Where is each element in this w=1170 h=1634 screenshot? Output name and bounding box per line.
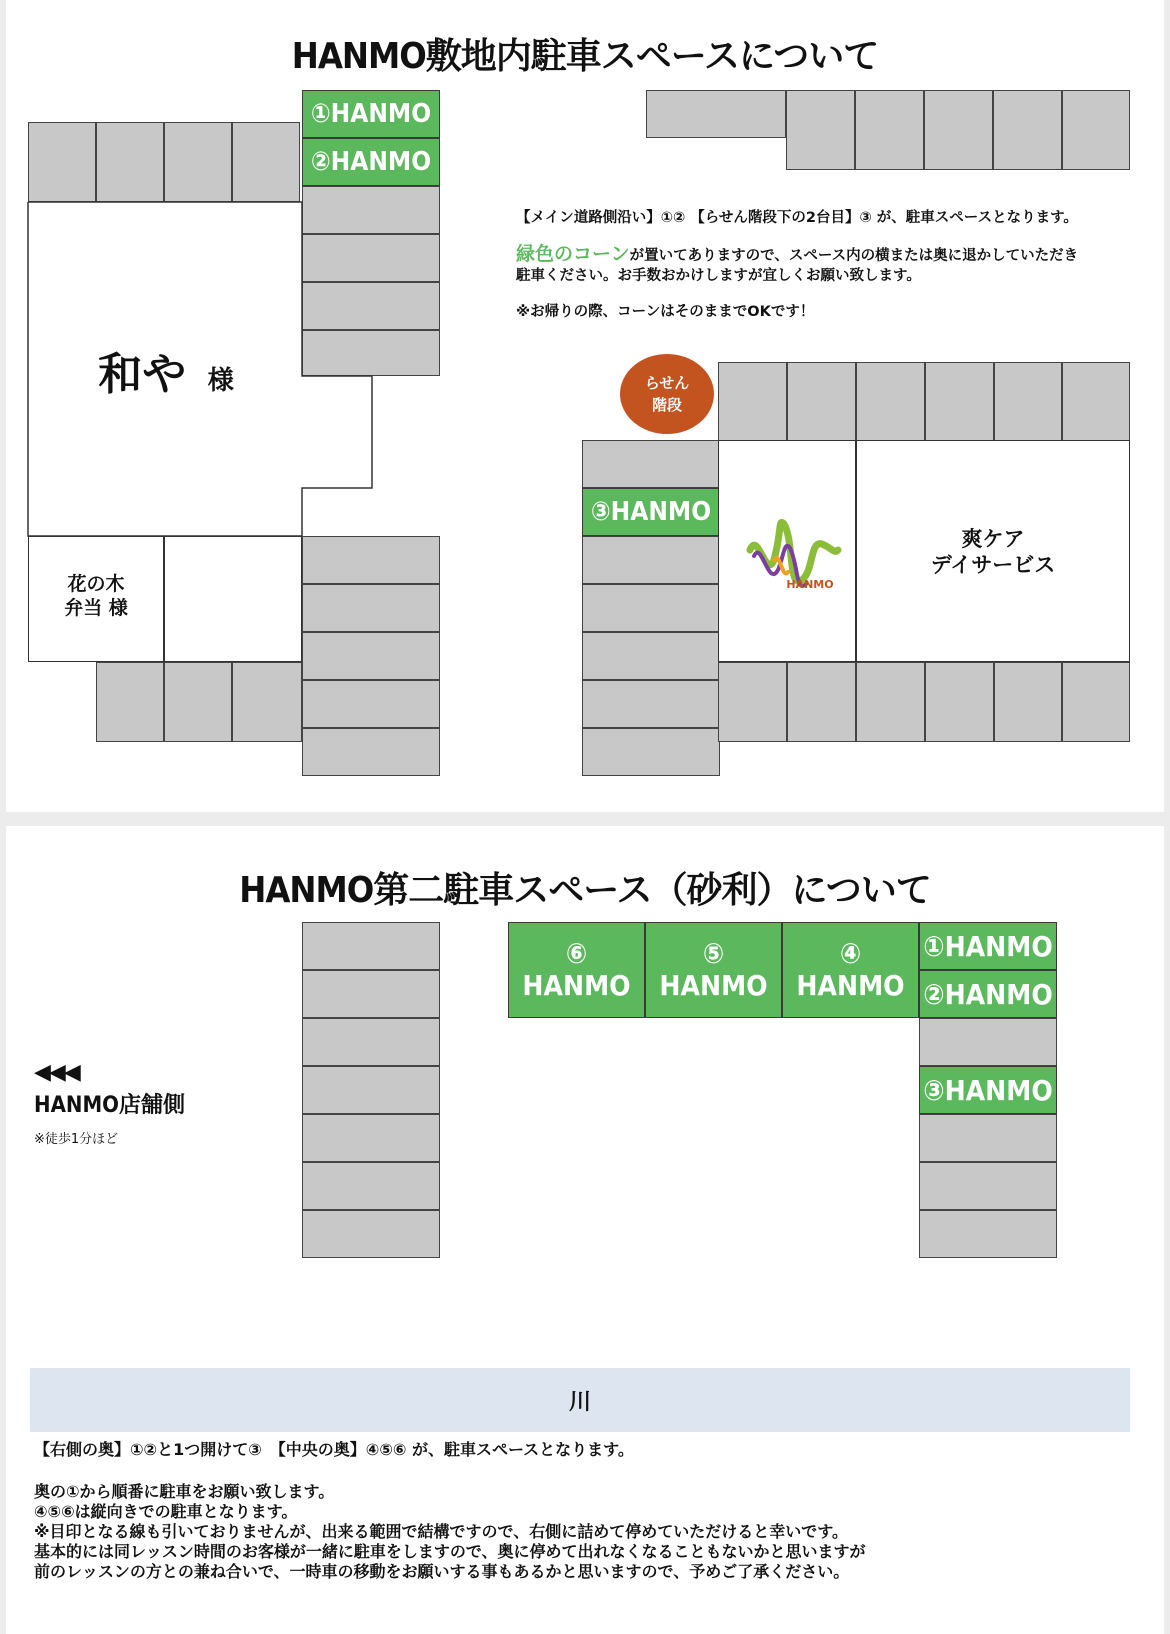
spiral-line1: らせん: [644, 374, 690, 392]
parking-space: [582, 440, 720, 488]
note2-line2: 奥の①から順番に駐車をお願い致します。: [34, 1482, 335, 1501]
parking-space: [96, 122, 164, 202]
parking-spot-1: ①HANMO: [302, 90, 440, 138]
spot5-name: HANMO: [659, 969, 768, 1002]
hananoki-line1: 花の木: [67, 573, 125, 595]
building-block: [164, 536, 302, 662]
parking-space: [993, 90, 1062, 170]
parking-space: [855, 90, 924, 170]
care-label: [856, 526, 1130, 578]
spot4-name: HANMO: [796, 969, 905, 1002]
parking-space: [1062, 662, 1130, 742]
panel2-title: HANMO第二駐車スペース（砂利）について: [239, 870, 931, 911]
parking-space: [718, 662, 787, 742]
parking-space: [919, 1210, 1057, 1258]
parking-space: [302, 922, 440, 970]
note2-line3: ④⑤⑥は縦向きでの駐車となります。: [34, 1502, 298, 1521]
parking-space: [582, 728, 720, 776]
site-parking-panel: [6, 0, 1164, 812]
parking-space: [786, 90, 855, 170]
parking-spot-5: [645, 922, 782, 1018]
cone-highlight: 緑色のコーン: [516, 243, 630, 265]
spiral-stairs: [620, 354, 714, 434]
parking-space: [1062, 362, 1130, 442]
walk-time-note: ※徒歩1分ほど: [34, 1132, 119, 1147]
parking-space: [164, 662, 232, 742]
parking-space: [302, 584, 440, 632]
parking-spot-1: ①HANMO: [919, 922, 1057, 970]
parking-space: [924, 90, 993, 170]
parking-space: [164, 122, 232, 202]
parking-space: [28, 122, 96, 202]
waya-sama: 様: [207, 366, 234, 396]
note-line1: 【メイン道路側沿い】①② 【らせん階段下の2台目】③ が、駐車スペースとなります。: [516, 210, 1078, 226]
note-line3: 駐車ください。お手数おかけしますが宜しくお願い致します。: [516, 268, 921, 284]
care-line1: 爽ケア: [961, 527, 1025, 551]
spot6-num: ⑥: [565, 937, 588, 970]
parking-spot-3: ③HANMO: [582, 488, 720, 536]
parking-space: [919, 1018, 1057, 1066]
parking-space: [302, 680, 440, 728]
parking-space: [232, 662, 302, 742]
parking-space: [994, 362, 1062, 442]
waya-label: [66, 338, 266, 398]
parking-space: [856, 362, 925, 442]
waya-name: 和や: [98, 349, 187, 400]
care-line2: デイサービス: [930, 553, 1056, 577]
parking-space: [994, 662, 1062, 742]
parking-space: [1062, 90, 1130, 170]
parking-space: [302, 1018, 440, 1066]
parking-space: [919, 1114, 1057, 1162]
spot6-name: HANMO: [522, 969, 631, 1002]
spot5-num: ⑤: [702, 937, 725, 970]
parking-spot-2: ②HANMO: [919, 970, 1057, 1018]
parking-space: [302, 728, 440, 776]
parking-space: [787, 662, 856, 742]
spot4-num: ④: [839, 937, 862, 970]
panel1-title: HANMO敷地内駐車スペースについて: [291, 36, 879, 77]
note-line2-rest: が置いてありますので、スペース内の横または奥に退かしていただき: [629, 248, 1079, 264]
parking-space: [302, 970, 440, 1018]
parking-space: [925, 662, 994, 742]
parking-space: [582, 632, 720, 680]
parking-space: [582, 584, 720, 632]
parking-space: [718, 362, 787, 442]
hanmo-logo-text: HANMO: [786, 578, 834, 591]
note2-line6: 前のレッスンの方との兼ね合いで、一時車の移動をお願いする事もあるかと思いますので、予めご了承ください。: [34, 1562, 850, 1581]
parking-space: [646, 90, 786, 138]
parking-space: [919, 1162, 1057, 1210]
parking-space: [302, 1066, 440, 1114]
parking-space: [302, 632, 440, 680]
parking-space: [302, 1162, 440, 1210]
note2-line1: 【右側の奥】①②と1つ開けて③ 【中央の奥】④⑤⑥ が、駐車スペースとなります。: [34, 1440, 634, 1459]
parking-spot-6: [508, 922, 645, 1018]
parking-space: [925, 362, 994, 442]
parking-spot-4: [782, 922, 919, 1018]
note2-line4: ※目印となる線も引いておりませんが、出来る範囲で結構ですので、右側に詰めて停めていただけると幸いです。: [34, 1522, 848, 1541]
note2-line5: 基本的には同レッスン時間のお客様が一緒に駐車をしますので、奥に停めて出れなくなることもないかと思いますが: [34, 1542, 866, 1561]
parking-space: [582, 536, 720, 584]
parking-space: [96, 662, 164, 742]
parking-spot-3: ③HANMO: [919, 1066, 1057, 1114]
parking-space: [302, 536, 440, 584]
note-line2: [516, 244, 1078, 266]
hananoki-line2: 弁当 様: [64, 597, 128, 619]
note-line4: ※お帰りの際、コーンはそのままでOKです！: [516, 304, 815, 320]
parking-spot-2: ②HANMO: [302, 138, 440, 186]
direction-arrows: ◀◀◀: [34, 1060, 79, 1085]
parking-space: [787, 362, 856, 442]
parking-space: [302, 1114, 440, 1162]
parking-space: [302, 1210, 440, 1258]
store-side-label: HANMO店舗側: [34, 1093, 185, 1118]
hananoki-label: [28, 572, 164, 620]
second-parking-panel: [6, 826, 1164, 1634]
spiral-line2: 階段: [651, 396, 682, 414]
river-band: 川: [30, 1368, 1130, 1432]
parking-space: [582, 680, 720, 728]
parking-space: [232, 122, 300, 202]
parking-space: [856, 662, 925, 742]
